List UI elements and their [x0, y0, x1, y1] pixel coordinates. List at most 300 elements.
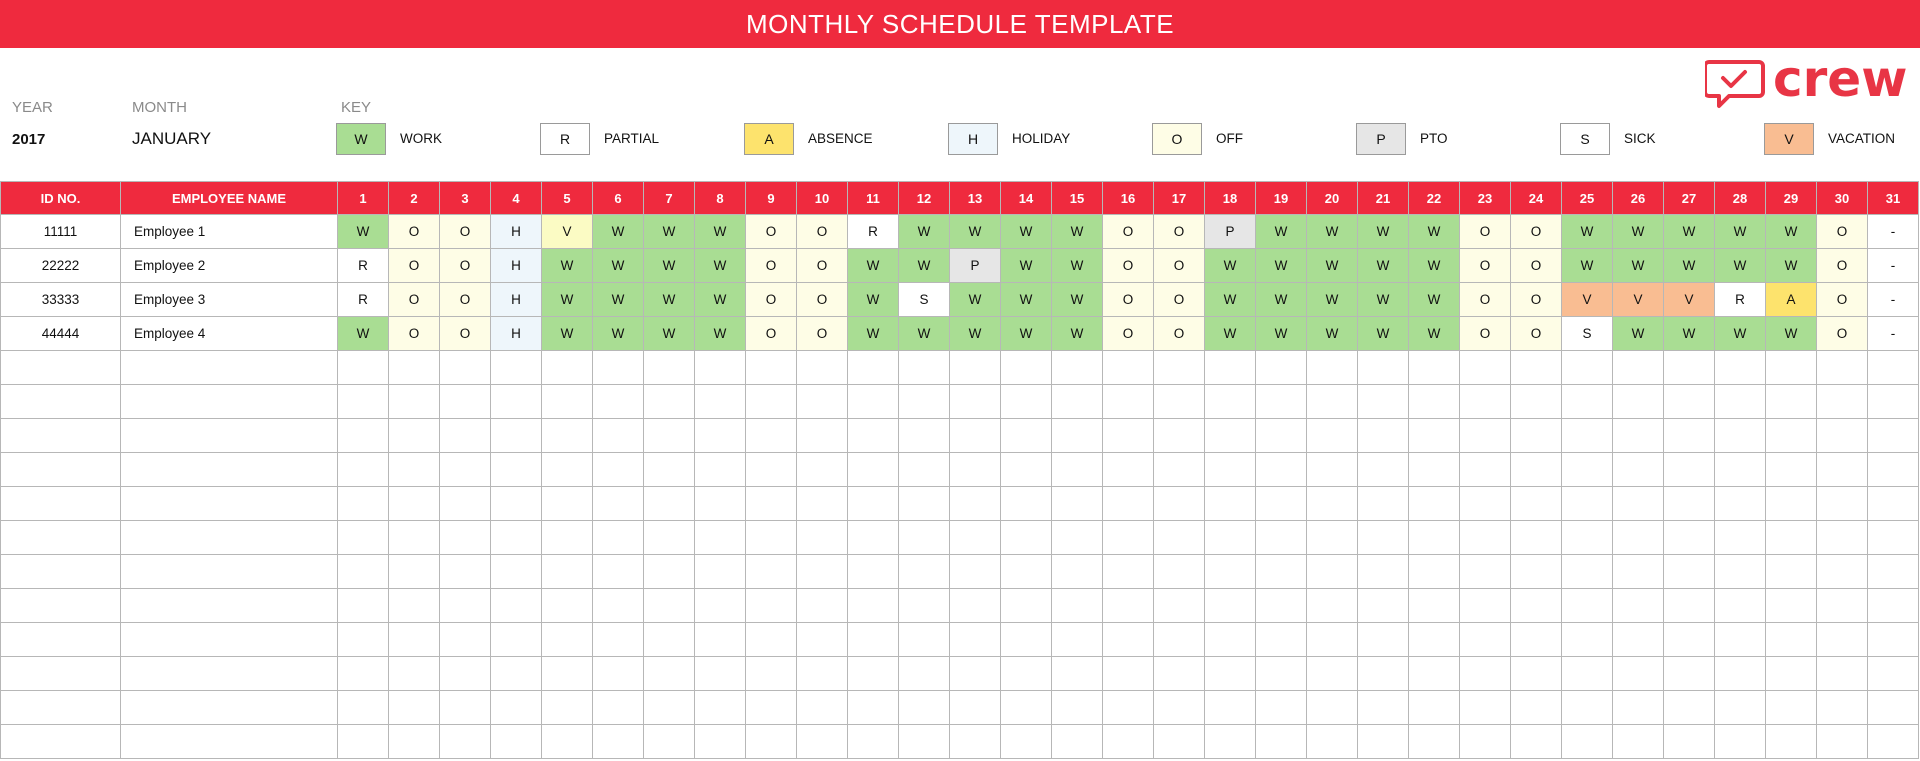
empty-cell[interactable]	[1307, 589, 1358, 623]
empty-cell[interactable]	[1817, 521, 1868, 555]
empty-cell[interactable]	[1154, 385, 1205, 419]
empty-cell[interactable]	[542, 385, 593, 419]
empty-cell[interactable]	[1766, 589, 1817, 623]
empty-cell[interactable]	[440, 657, 491, 691]
empty-cell[interactable]	[1154, 555, 1205, 589]
empty-cell[interactable]	[848, 385, 899, 419]
empty-cell[interactable]	[1715, 521, 1766, 555]
schedule-cell[interactable]: W	[1409, 317, 1460, 351]
schedule-cell[interactable]: W	[1205, 283, 1256, 317]
schedule-cell[interactable]: W	[1766, 317, 1817, 351]
schedule-cell[interactable]: W	[1664, 317, 1715, 351]
schedule-cell[interactable]: W	[1307, 283, 1358, 317]
empty-cell[interactable]	[121, 691, 338, 725]
schedule-cell[interactable]: W	[1664, 215, 1715, 249]
empty-cell[interactable]	[848, 521, 899, 555]
schedule-cell[interactable]: W	[848, 249, 899, 283]
schedule-cell[interactable]: -	[1868, 215, 1919, 249]
empty-cell[interactable]	[1766, 385, 1817, 419]
empty-cell[interactable]	[1, 521, 121, 555]
employee-name-cell[interactable]: Employee 4	[121, 317, 338, 351]
empty-cell[interactable]	[1052, 453, 1103, 487]
empty-cell[interactable]	[848, 589, 899, 623]
empty-cell[interactable]	[1358, 589, 1409, 623]
schedule-cell[interactable]: O	[1154, 317, 1205, 351]
schedule-cell[interactable]: O	[797, 215, 848, 249]
schedule-cell[interactable]: W	[593, 249, 644, 283]
schedule-cell[interactable]: O	[746, 317, 797, 351]
empty-cell[interactable]	[542, 419, 593, 453]
schedule-cell[interactable]: W	[695, 249, 746, 283]
empty-cell[interactable]	[899, 691, 950, 725]
schedule-cell[interactable]: W	[1052, 249, 1103, 283]
schedule-cell[interactable]: O	[440, 249, 491, 283]
empty-cell[interactable]	[1103, 385, 1154, 419]
schedule-cell[interactable]: O	[797, 249, 848, 283]
empty-cell[interactable]	[1358, 453, 1409, 487]
schedule-cell[interactable]: R	[1715, 283, 1766, 317]
empty-cell[interactable]	[389, 487, 440, 521]
empty-cell[interactable]	[1001, 691, 1052, 725]
empty-cell[interactable]	[695, 623, 746, 657]
empty-cell[interactable]	[1868, 453, 1919, 487]
empty-cell[interactable]	[1103, 725, 1154, 759]
empty-cell[interactable]	[440, 351, 491, 385]
empty-cell[interactable]	[1205, 623, 1256, 657]
empty-cell[interactable]	[899, 453, 950, 487]
empty-cell[interactable]	[899, 419, 950, 453]
schedule-cell[interactable]: O	[1511, 215, 1562, 249]
schedule-cell[interactable]: W	[899, 317, 950, 351]
empty-cell[interactable]	[797, 725, 848, 759]
empty-cell[interactable]	[389, 589, 440, 623]
empty-cell[interactable]	[1001, 589, 1052, 623]
empty-cell[interactable]	[121, 725, 338, 759]
schedule-cell[interactable]: O	[1817, 317, 1868, 351]
empty-cell[interactable]	[1868, 623, 1919, 657]
schedule-cell[interactable]: W	[1613, 215, 1664, 249]
empty-cell[interactable]	[1001, 521, 1052, 555]
empty-cell[interactable]	[389, 657, 440, 691]
empty-cell[interactable]	[338, 419, 389, 453]
empty-cell[interactable]	[440, 691, 491, 725]
empty-cell[interactable]	[1052, 521, 1103, 555]
empty-cell[interactable]	[1664, 453, 1715, 487]
empty-cell[interactable]	[1868, 691, 1919, 725]
empty-cell[interactable]	[1307, 419, 1358, 453]
empty-cell[interactable]	[338, 385, 389, 419]
empty-cell[interactable]	[593, 453, 644, 487]
empty-cell[interactable]	[1460, 657, 1511, 691]
empty-cell[interactable]	[1715, 555, 1766, 589]
schedule-cell[interactable]: W	[1205, 249, 1256, 283]
schedule-cell[interactable]: W	[950, 283, 1001, 317]
empty-cell[interactable]	[1205, 657, 1256, 691]
empty-cell[interactable]	[338, 691, 389, 725]
empty-cell[interactable]	[1052, 419, 1103, 453]
schedule-cell[interactable]: W	[1715, 249, 1766, 283]
empty-cell[interactable]	[440, 419, 491, 453]
empty-cell[interactable]	[1460, 487, 1511, 521]
schedule-cell[interactable]: O	[746, 249, 797, 283]
empty-cell[interactable]	[389, 453, 440, 487]
empty-cell[interactable]	[1715, 351, 1766, 385]
empty-cell[interactable]	[1511, 555, 1562, 589]
empty-cell[interactable]	[1511, 725, 1562, 759]
empty-cell[interactable]	[1715, 725, 1766, 759]
employee-name-cell[interactable]: Employee 2	[121, 249, 338, 283]
empty-cell[interactable]	[1205, 487, 1256, 521]
empty-cell[interactable]	[1562, 453, 1613, 487]
schedule-cell[interactable]: W	[542, 283, 593, 317]
schedule-cell[interactable]: O	[389, 283, 440, 317]
schedule-cell[interactable]: W	[1001, 317, 1052, 351]
empty-cell[interactable]	[695, 589, 746, 623]
empty-cell[interactable]	[1460, 385, 1511, 419]
empty-cell[interactable]	[389, 725, 440, 759]
empty-cell[interactable]	[1103, 691, 1154, 725]
schedule-cell[interactable]: W	[1409, 215, 1460, 249]
empty-cell[interactable]	[1817, 623, 1868, 657]
empty-cell[interactable]	[1205, 419, 1256, 453]
empty-cell[interactable]	[491, 419, 542, 453]
schedule-cell[interactable]: O	[389, 317, 440, 351]
empty-cell[interactable]	[1001, 487, 1052, 521]
schedule-cell[interactable]: O	[1460, 317, 1511, 351]
schedule-cell[interactable]: W	[848, 283, 899, 317]
empty-cell[interactable]	[593, 657, 644, 691]
year-value[interactable]: 2017	[12, 131, 46, 148]
schedule-cell[interactable]: W	[1409, 283, 1460, 317]
empty-cell[interactable]	[1460, 589, 1511, 623]
empty-cell[interactable]	[1358, 725, 1409, 759]
schedule-cell[interactable]: V	[542, 215, 593, 249]
schedule-cell[interactable]: W	[1766, 215, 1817, 249]
empty-cell[interactable]	[1103, 351, 1154, 385]
empty-cell[interactable]	[695, 657, 746, 691]
empty-cell[interactable]	[1562, 555, 1613, 589]
empty-cell[interactable]	[1511, 453, 1562, 487]
empty-cell[interactable]	[644, 657, 695, 691]
empty-cell[interactable]	[389, 351, 440, 385]
schedule-cell[interactable]: W	[1562, 215, 1613, 249]
empty-cell[interactable]	[746, 691, 797, 725]
empty-cell[interactable]	[1817, 453, 1868, 487]
schedule-cell[interactable]: O	[1460, 215, 1511, 249]
schedule-cell[interactable]: W	[1358, 215, 1409, 249]
empty-cell[interactable]	[1613, 657, 1664, 691]
empty-cell[interactable]	[695, 453, 746, 487]
empty-cell[interactable]	[746, 725, 797, 759]
empty-cell[interactable]	[1613, 521, 1664, 555]
empty-cell[interactable]	[746, 657, 797, 691]
schedule-cell[interactable]: O	[1103, 215, 1154, 249]
empty-cell[interactable]	[1562, 419, 1613, 453]
empty-cell[interactable]	[1103, 419, 1154, 453]
empty-cell[interactable]	[1562, 589, 1613, 623]
empty-cell[interactable]	[1052, 725, 1103, 759]
empty-cell[interactable]	[797, 487, 848, 521]
schedule-cell[interactable]: W	[695, 215, 746, 249]
schedule-cell[interactable]: W	[1664, 249, 1715, 283]
empty-cell[interactable]	[797, 555, 848, 589]
empty-cell[interactable]	[1562, 487, 1613, 521]
schedule-cell[interactable]: A	[1766, 283, 1817, 317]
schedule-cell[interactable]: O	[1817, 283, 1868, 317]
empty-cell[interactable]	[1715, 487, 1766, 521]
empty-cell[interactable]	[1868, 487, 1919, 521]
empty-cell[interactable]	[542, 657, 593, 691]
empty-cell[interactable]	[1715, 453, 1766, 487]
schedule-cell[interactable]: W	[1307, 215, 1358, 249]
schedule-cell[interactable]: W	[338, 317, 389, 351]
empty-cell[interactable]	[1154, 521, 1205, 555]
empty-cell[interactable]	[1256, 589, 1307, 623]
empty-cell[interactable]	[1256, 419, 1307, 453]
schedule-cell[interactable]: V	[1613, 283, 1664, 317]
empty-cell[interactable]	[1562, 521, 1613, 555]
empty-cell[interactable]	[1, 589, 121, 623]
empty-cell[interactable]	[1409, 657, 1460, 691]
empty-cell[interactable]	[1511, 419, 1562, 453]
empty-cell[interactable]	[1562, 657, 1613, 691]
empty-cell[interactable]	[1, 725, 121, 759]
empty-cell[interactable]	[1001, 453, 1052, 487]
empty-cell[interactable]	[440, 521, 491, 555]
empty-cell[interactable]	[1409, 487, 1460, 521]
schedule-cell[interactable]: H	[491, 283, 542, 317]
schedule-cell[interactable]: O	[746, 215, 797, 249]
empty-cell[interactable]	[593, 351, 644, 385]
empty-cell[interactable]	[389, 555, 440, 589]
empty-cell[interactable]	[1052, 555, 1103, 589]
schedule-cell[interactable]: W	[644, 283, 695, 317]
empty-cell[interactable]	[1307, 453, 1358, 487]
empty-cell[interactable]	[848, 487, 899, 521]
empty-cell[interactable]	[1001, 725, 1052, 759]
schedule-cell[interactable]: O	[797, 317, 848, 351]
empty-cell[interactable]	[1817, 487, 1868, 521]
empty-cell[interactable]	[1052, 487, 1103, 521]
schedule-cell[interactable]: W	[1001, 249, 1052, 283]
empty-cell[interactable]	[121, 623, 338, 657]
empty-cell[interactable]	[1562, 623, 1613, 657]
empty-cell[interactable]	[1664, 385, 1715, 419]
schedule-cell[interactable]: O	[1460, 283, 1511, 317]
empty-cell[interactable]	[542, 691, 593, 725]
month-value[interactable]: JANUARY	[132, 129, 212, 148]
empty-cell[interactable]	[1103, 453, 1154, 487]
empty-cell[interactable]	[746, 555, 797, 589]
schedule-cell[interactable]: O	[1511, 283, 1562, 317]
empty-cell[interactable]	[950, 623, 1001, 657]
empty-cell[interactable]	[1103, 623, 1154, 657]
empty-cell[interactable]	[1613, 419, 1664, 453]
empty-cell[interactable]	[1715, 385, 1766, 419]
empty-cell[interactable]	[440, 385, 491, 419]
empty-cell[interactable]	[1001, 657, 1052, 691]
empty-cell[interactable]	[1256, 487, 1307, 521]
empty-cell[interactable]	[1154, 623, 1205, 657]
empty-cell[interactable]	[1358, 487, 1409, 521]
empty-cell[interactable]	[1205, 691, 1256, 725]
empty-cell[interactable]	[542, 623, 593, 657]
empty-cell[interactable]	[1664, 589, 1715, 623]
empty-cell[interactable]	[1511, 351, 1562, 385]
schedule-cell[interactable]: W	[1001, 283, 1052, 317]
empty-cell[interactable]	[338, 453, 389, 487]
empty-cell[interactable]	[1817, 657, 1868, 691]
empty-cell[interactable]	[389, 521, 440, 555]
empty-cell[interactable]	[1154, 419, 1205, 453]
empty-cell[interactable]	[1613, 453, 1664, 487]
empty-cell[interactable]	[1205, 555, 1256, 589]
empty-cell[interactable]	[950, 453, 1001, 487]
empty-cell[interactable]	[797, 419, 848, 453]
schedule-cell[interactable]: O	[389, 215, 440, 249]
empty-cell[interactable]	[1307, 691, 1358, 725]
empty-cell[interactable]	[1715, 419, 1766, 453]
empty-cell[interactable]	[1766, 521, 1817, 555]
empty-cell[interactable]	[899, 385, 950, 419]
empty-cell[interactable]	[1409, 725, 1460, 759]
empty-cell[interactable]	[1460, 351, 1511, 385]
empty-cell[interactable]	[1205, 453, 1256, 487]
empty-cell[interactable]	[1613, 589, 1664, 623]
empty-cell[interactable]	[848, 351, 899, 385]
empty-cell[interactable]	[1, 453, 121, 487]
empty-cell[interactable]	[899, 589, 950, 623]
empty-cell[interactable]	[1, 657, 121, 691]
empty-cell[interactable]	[1256, 657, 1307, 691]
empty-cell[interactable]	[1358, 623, 1409, 657]
schedule-cell[interactable]: W	[695, 317, 746, 351]
empty-cell[interactable]	[695, 555, 746, 589]
schedule-cell[interactable]: O	[1511, 317, 1562, 351]
schedule-cell[interactable]: W	[899, 249, 950, 283]
empty-cell[interactable]	[950, 385, 1001, 419]
empty-cell[interactable]	[1256, 725, 1307, 759]
empty-cell[interactable]	[338, 487, 389, 521]
empty-cell[interactable]	[1154, 589, 1205, 623]
empty-cell[interactable]	[491, 555, 542, 589]
empty-cell[interactable]	[1868, 351, 1919, 385]
empty-cell[interactable]	[644, 453, 695, 487]
empty-cell[interactable]	[1, 487, 121, 521]
empty-cell[interactable]	[950, 691, 1001, 725]
schedule-cell[interactable]: R	[338, 283, 389, 317]
empty-cell[interactable]	[1715, 691, 1766, 725]
schedule-cell[interactable]: H	[491, 317, 542, 351]
schedule-cell[interactable]: W	[1358, 283, 1409, 317]
schedule-cell[interactable]: W	[338, 215, 389, 249]
schedule-cell[interactable]: O	[746, 283, 797, 317]
empty-cell[interactable]	[746, 385, 797, 419]
empty-cell[interactable]	[644, 725, 695, 759]
empty-cell[interactable]	[1766, 555, 1817, 589]
empty-cell[interactable]	[797, 691, 848, 725]
empty-cell[interactable]	[1307, 521, 1358, 555]
empty-cell[interactable]	[1868, 419, 1919, 453]
empty-cell[interactable]	[1256, 521, 1307, 555]
empty-cell[interactable]	[746, 623, 797, 657]
empty-cell[interactable]	[1664, 521, 1715, 555]
empty-cell[interactable]	[1, 385, 121, 419]
empty-cell[interactable]	[491, 623, 542, 657]
empty-cell[interactable]	[1664, 487, 1715, 521]
empty-cell[interactable]	[899, 351, 950, 385]
schedule-cell[interactable]: W	[1358, 249, 1409, 283]
employee-name-cell[interactable]: Employee 3	[121, 283, 338, 317]
schedule-cell[interactable]: W	[644, 317, 695, 351]
empty-cell[interactable]	[1664, 623, 1715, 657]
empty-cell[interactable]	[1664, 555, 1715, 589]
empty-cell[interactable]	[1358, 385, 1409, 419]
empty-cell[interactable]	[1409, 623, 1460, 657]
schedule-cell[interactable]: W	[848, 317, 899, 351]
empty-cell[interactable]	[593, 487, 644, 521]
schedule-cell[interactable]: W	[542, 249, 593, 283]
empty-cell[interactable]	[1358, 419, 1409, 453]
empty-cell[interactable]	[1154, 351, 1205, 385]
empty-cell[interactable]	[848, 691, 899, 725]
schedule-cell[interactable]: W	[1052, 283, 1103, 317]
schedule-cell[interactable]: V	[1562, 283, 1613, 317]
schedule-cell[interactable]: W	[1256, 317, 1307, 351]
empty-cell[interactable]	[695, 385, 746, 419]
empty-cell[interactable]	[695, 521, 746, 555]
empty-cell[interactable]	[1817, 385, 1868, 419]
empty-cell[interactable]	[1307, 725, 1358, 759]
schedule-cell[interactable]: W	[1562, 249, 1613, 283]
empty-cell[interactable]	[1511, 657, 1562, 691]
empty-cell[interactable]	[644, 623, 695, 657]
empty-cell[interactable]	[1613, 487, 1664, 521]
empty-cell[interactable]	[1664, 351, 1715, 385]
empty-cell[interactable]	[389, 419, 440, 453]
schedule-cell[interactable]: H	[491, 215, 542, 249]
empty-cell[interactable]	[1511, 691, 1562, 725]
schedule-cell[interactable]: W	[1715, 215, 1766, 249]
empty-cell[interactable]	[746, 589, 797, 623]
empty-cell[interactable]	[1766, 691, 1817, 725]
empty-cell[interactable]	[1307, 351, 1358, 385]
empty-cell[interactable]	[121, 487, 338, 521]
empty-cell[interactable]	[1, 419, 121, 453]
empty-cell[interactable]	[542, 521, 593, 555]
schedule-cell[interactable]: -	[1868, 249, 1919, 283]
empty-cell[interactable]	[1460, 623, 1511, 657]
empty-cell[interactable]	[644, 691, 695, 725]
empty-cell[interactable]	[1409, 351, 1460, 385]
empty-cell[interactable]	[1001, 419, 1052, 453]
empty-cell[interactable]	[1664, 725, 1715, 759]
empty-cell[interactable]	[950, 555, 1001, 589]
schedule-cell[interactable]: O	[1154, 215, 1205, 249]
empty-cell[interactable]	[389, 691, 440, 725]
schedule-cell[interactable]: O	[1817, 215, 1868, 249]
empty-cell[interactable]	[695, 725, 746, 759]
empty-cell[interactable]	[1001, 623, 1052, 657]
empty-cell[interactable]	[1409, 419, 1460, 453]
empty-cell[interactable]	[899, 487, 950, 521]
employee-id-cell[interactable]: 33333	[1, 283, 121, 317]
empty-cell[interactable]	[1460, 521, 1511, 555]
empty-cell[interactable]	[899, 725, 950, 759]
empty-cell[interactable]	[1868, 657, 1919, 691]
schedule-cell[interactable]: W	[1256, 249, 1307, 283]
schedule-cell[interactable]: W	[1715, 317, 1766, 351]
